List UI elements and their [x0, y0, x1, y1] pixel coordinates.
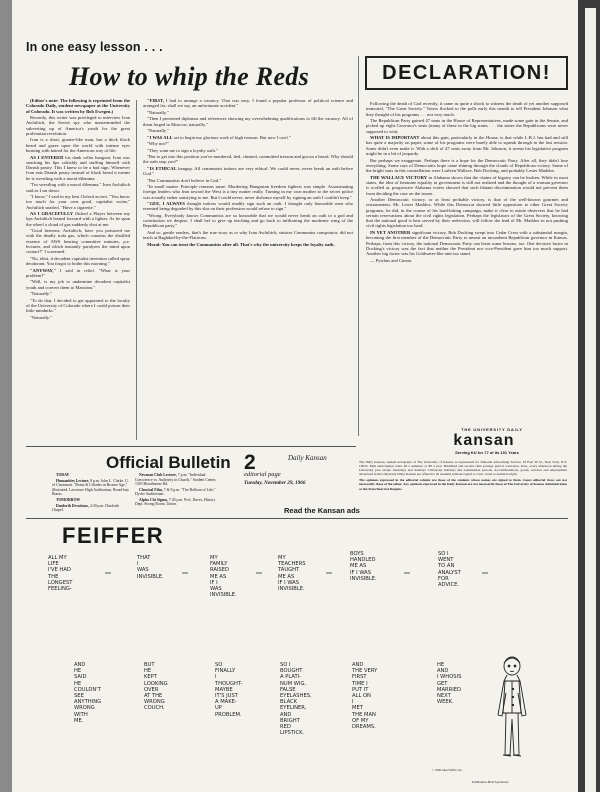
declaration-box: [365, 56, 568, 90]
paragraph-lead: (Editor's note: The following is reprinted from the Colorado Daily, student newspaper at the University of Colorado. It was written by Bob Ewegen.): [26, 98, 130, 114]
paragraph-lead: "IS ETHICAL: [147, 165, 177, 171]
paragraph-text: hangup. All communist traitors are very ethical. We could never, never break an oath before God.": [143, 165, 353, 177]
paragraph-text: "But Communists don't believe in God.": [147, 177, 222, 183]
paragraph-lead: AS I ENTERED: [30, 154, 64, 160]
bulletin-column-1: [52, 473, 130, 514]
paragraph: [26, 98, 130, 114]
paragraph: [26, 279, 130, 290]
woman-figure-icon: [492, 655, 558, 775]
masthead-kansan: kansan: [453, 432, 515, 449]
paragraph: [143, 116, 353, 127]
paragraph: [26, 115, 130, 136]
paragraph: [366, 135, 568, 156]
paragraph-text: thought traitors would readily sign such an oath. I thought only honorable men who resented being degraded by this slur on their profession would refuse to sign.": [143, 201, 354, 212]
paragraph-text: Following the death of God recently, it came as quite a shock to witness the death of yet another supposed immortal, "The Great Society." Voters flocked to the polls early this month to tell President Johnson what they thought of his programs . . . not very much.: [366, 101, 568, 117]
comic-panel-5: BOYS HANDLED ME AS IF I WAS INVISIBLE.: [350, 551, 377, 582]
paragraph-text: 7 p.m. "Individual Conscience vs. Authority in Church," Student Center, 1303 Hearthstone Rd.: [135, 473, 217, 486]
paragraph-lead: Alpha Chi Sigma,: [139, 497, 168, 502]
feiffer-title: FEIFFER: [62, 523, 165, 548]
paragraph-text: But perhaps we exaggerate. Perhaps there is a hope for the Democratic Party. After all, they didn't lose everything. Some rays of Democratic hope came shining through the clouds of Republican victory. Some of the bright stars in this constellation were Lurleen Wallace, Bob Docking, and probably Lester Maddox.: [366, 157, 568, 174]
paragraph-text: Recently, this writer was privileged to interview Ivan Awfulitch, the Soviet spy who masterminded the subverting up of America's youth for the great proletarian revolution.: [26, 115, 130, 136]
paragraph-text: flicked a Player between my lips Awfulitch leaned forward with a lighter. As he spun the wheel a cloud of gas suddenly shot at me.: [26, 211, 130, 227]
paragraph-text: "Then I presented diplomas and references showing my overwhelming qualifications to fill the vacancy. All of them forged in Moscow, naturally.": [143, 116, 353, 127]
paragraph-text: his dank cellar hangout, Ivan was snacking his lips caftishly and stuffing himself with Danish pastry. This I knew to be a bad sign. Whenever Ivan eats Danish pastry instead of black bread it means he is wrestling with a moral dilemma.: [26, 154, 130, 181]
masthead-small: THE UNIVERSITY DAILY: [461, 427, 523, 432]
paragraph: [52, 473, 130, 478]
paragraph: [52, 498, 130, 503]
paragraph: [143, 230, 353, 241]
comic-panel-12: HE AND I WHOSIS GET MARRIED NEXT WEEK.: [437, 662, 462, 706]
paragraph-text: set to begin my glorious work of high treason. But now I can't.": [172, 134, 291, 140]
paragraph-lead: Moral: You can trust the Communists after all. That's why the university keeps the loyalty oath.: [147, 241, 335, 247]
paragraph: [366, 197, 568, 229]
comic-credit: Publishers-Hall Syndicate: [472, 780, 509, 784]
comic-panel-7: AND HE SAID HE COULDN'T SEE ANYTHING WRONG WITH ME.: [74, 662, 102, 724]
paragraph-text: "Wrong. Everybody knows Communists are so honorable that we would never break an oath to a god and constitution we despise. I shall hef to give up teaching and go back to infiltrating the moderate wing of the Republican party.": [143, 212, 353, 229]
paragraph-text: "No, idiot, it decadent capitalist invention called spray deodorant. You forgot to bothe this morning.": [26, 255, 130, 267]
masthead-info-text: The Daily Kansan, student newspaper of The University of Kansas, is represented for National Advertising Service, 18 East 50 St., New York, N.Y. 10022. Mail subscription rates: $4 a semester or $8 a year. Published and second class postage paid at Lawrence, Kan., every afternoon during the University year except Saturdays and Sundays. University holidays and examination periods. Accommodations, goods, services and employment advertised in the University Daily Kansan are offered to all students without regard to color, creed or national origin.: [359, 460, 567, 477]
paragraph-text: "Why not?": [147, 141, 169, 147]
paragraph-text: "I'm wrestling with a moral dilemma," Ivan Awfulitch said as I sat down.: [26, 182, 130, 193]
editorial-page-label: editorial page: [244, 471, 281, 478]
paragraph: [135, 498, 217, 507]
paragraph-text: 7 & 9 p.m. "The Balloon of Life," Dyche Auditorium.: [135, 487, 216, 497]
comic-panel-1: ALL MY LIFE I'VE HAD THE LONGEST FEELING-: [48, 555, 73, 593]
section-rule: [26, 446, 356, 447]
paragraph-lead: "ANYWAY,": [30, 267, 57, 273]
paragraph-lead: Newman Club Lecture,: [139, 473, 177, 477]
paragraph: [143, 242, 353, 247]
paragraph-text: The Republican Party gained 47 seats in the House of Representatives, made some gain in the Senate, and picked up eight Governor's seats (many of these in the big states . . . the states the Republicans were never supposed to win).: [366, 118, 568, 134]
paragraph: [143, 148, 353, 153]
comic-panel-6: SO I WENT TO AN ANALYST FOR ADVICE.: [438, 551, 461, 589]
masthead-opinion-note: The opinions expressed in the editorial column are those of the students whose names are signed to them. Guest editorial views are not necessarily those of the editor. Any opinions expressed in the Daily Kansan are not necessarily those of The University of Kansas Administration or the State Board of Regents.: [359, 478, 567, 491]
paragraph: [52, 504, 130, 513]
paragraph: [26, 137, 130, 153]
paragraph: [366, 158, 568, 174]
column-rule: [358, 56, 359, 436]
paragraph: [366, 230, 568, 256]
paragraph-lead: "I WAS ALL: [147, 134, 173, 140]
paragraph-text: "Good heavens, Awfulitch, have you poisoned me with the deadly trafa gas, which contains the distilled essence of AWS hearing committee minutes, p.e. lectures, and which instantly paralyzes the mind upon contact?" I screamed.: [26, 228, 130, 255]
paragraph: [143, 213, 353, 229]
paragraph-text: I had to arrange a vacancy. That was easy. I found a popular professor of political science and arranged for, shall we say, an unfortunate accident.": [143, 98, 353, 109]
paragraph-text: 7:30 p.m. Prof. Daves, History Dept. Strong Room, Union.: [135, 497, 216, 507]
masthead-info: [359, 460, 567, 492]
adjacent-page-edge: [578, 0, 600, 792]
paragraph-lead: "GEE, I ALWAYS: [147, 201, 185, 207]
paragraph: [143, 166, 353, 177]
paragraph-lead: WHAT IS IMPORTANT: [370, 135, 420, 141]
paragraph-text: "I know," I said in my best Oxford accent. "You know too much for your own good, capitalist swine," Awfulitch snarled. "Have a cigarette.": [26, 193, 130, 210]
paragraph: [143, 110, 353, 115]
article-column-1: [26, 98, 130, 321]
paragraph: [26, 182, 130, 193]
comic-panel-4: MY TEACHERS TAUGHT ME AS IF I WAS INVISIBLE.: [278, 555, 306, 593]
paragraph-text: significant victory, Bob Docking swept into Cedar Crest with a substantial margin, becoming the first member of the Democratic Party to unseat an incumbent Republican governor in Kansas. Perhaps, from this victory, the national Democratic Party can learn some lessons, too. One decisive factor in Docking's victory was the fact that neither the President nor vice-President gave him too much support. Another big factor was his Goldwater-like anti-tax stand.: [366, 229, 568, 257]
paragraph-text: "They want me to sign a loyalty oath.": [147, 147, 218, 153]
paragraph-text: Ivan is a short, gnome-like man, has a thick black beard and gazes upon the world with intense eyes burning with hatred for the American way of life.: [26, 137, 130, 154]
paragraph-lead: Humanities Lecture,: [56, 478, 90, 483]
paragraph-text: about this gain, particularly in the House, is that while L.B.J. has had and still has quite a majority on paper, some of his programs were barely able to squeak through in the last session. Some didn't even make it. With a shift of 47 seats away from Mr. Johnson, it seems his legislative program might be in a bit of jeopardy.: [366, 135, 569, 157]
article-headline: How to whip the Reds: [68, 62, 310, 91]
paragraph-text: 8 p.m. John L. Clarke, U. of Cincinnati. "Rome & Cifiades in Bronze Age," illustrated. Lawrence High Auditorium, Broad-bay Bonas.: [52, 478, 129, 497]
paragraph-text: "Naturally.": [30, 291, 52, 297]
comic-panel-2: THAT I WAS INVISIBLE.: [137, 555, 164, 580]
paragraph: [143, 135, 353, 140]
paragraph: [26, 298, 130, 314]
paragraph-text: "Well, is my job to undermine decadent capitalist youth and convert them to Marxism.": [26, 279, 130, 290]
editorial-date: Tuesday, November 29, 1966: [244, 480, 306, 486]
paragraph-text: — Pyrrhus and Cineas: [370, 257, 412, 263]
bulletin-column-2: [135, 473, 217, 508]
comic-panel-9: SO FINALLY I THOUGHT- MAYBE IT'S JUST A MAKE- UP PROBLEM.: [215, 662, 243, 718]
column-rule: [136, 100, 137, 440]
paragraph-text: And so, gentle readers, that's the true story as to why Ivan Awfulitch, sinister Communist conspirator, did not teach at Baghdad-by-the-Flatirons.: [143, 229, 353, 241]
paragraph: [26, 228, 130, 254]
paragraph: [26, 211, 130, 227]
paragraph-lead: TOMORROW: [56, 497, 81, 502]
comic-top-rule: [26, 518, 568, 519]
paragraph: [26, 268, 130, 279]
paragraph: [143, 98, 353, 109]
article-kicker: In one easy lesson . . .: [26, 40, 163, 54]
paragraph: [143, 201, 353, 212]
paragraph-lead: "FIRST,: [147, 98, 164, 103]
comic-panel-8: BUT HE KEPT LOOKING OVER AT THE WRONG COUCH.: [144, 662, 168, 712]
declaration-title: DECLARATION!: [382, 62, 551, 84]
paragraph: [366, 118, 568, 134]
paragraph-text: "Naturally.": [147, 109, 169, 115]
editorial-paper-name: Daily Kansan: [288, 454, 327, 462]
paragraph: [143, 141, 353, 146]
comic-copyright: © 1966 Jules Feiffer, Inc.: [432, 768, 463, 772]
paragraph: [26, 155, 130, 181]
paragraph: [26, 256, 130, 267]
newspaper-page: [12, 0, 578, 792]
paragraph-lead: TODAY: [56, 473, 70, 477]
paragraph: [366, 175, 568, 196]
paragraph-text: in Alabama shows that the chains of bigotry can be broken. While in most states, the idea of feminine equality in government is still not realized and the thought of a woman governor is scoffed at, progressive Alabama voters showed that such blatant discrimination would not prevent them from deciding the case on the issues.: [366, 174, 569, 196]
paragraph-text: "In small matter. Principle remains same. Murdering Hungarian freedom fighters was simple. Assassinating foreign leaders who lean toward the West is a tiny matter really. Turning in my own mother to the secret police was actually rather satisfying to me. But I could never, never dishonor myself by signing an oath I couldn't keep.": [143, 184, 353, 200]
paragraph-text: "To do that, I decided to get appointed to the faculty of the University of Colorado where I could poison their little mindniks.": [26, 297, 130, 314]
paragraph-text: 4:30 p.m. Danforth Chapel.: [52, 503, 119, 513]
paragraph-lead: Classical Film,: [139, 487, 163, 492]
paragraph: [135, 488, 217, 497]
paragraph-lead: Danforth Devotions,: [56, 503, 89, 508]
paragraph: [143, 178, 353, 183]
paragraph: [52, 479, 130, 497]
paragraph: [143, 128, 353, 133]
comic-row1-marks: [12, 540, 578, 640]
paragraph: [26, 315, 130, 320]
paragraph: [26, 194, 130, 210]
masthead-tagline: Serving KU for 77 of its 101 Years: [455, 450, 519, 455]
paragraph: [366, 258, 568, 263]
bulletin-title: Official Bulletin: [106, 453, 231, 472]
paragraph-text: "But to get into this position you've murdered, lied, cheated, committed treason and grown a beard. Why should the oath stop you?": [143, 153, 353, 165]
paragraph-lead: IN YET ANOTHER: [370, 229, 411, 235]
paragraph-text: "Naturally.": [30, 314, 52, 320]
paragraph-text: "Naturally.": [147, 128, 169, 134]
paragraph-lead: THE WALLACE VICTORY: [370, 174, 428, 180]
read-ads-line: Read the Kansan ads: [284, 506, 360, 515]
paragraph: [26, 291, 130, 296]
declaration-column: [366, 101, 568, 264]
paragraph-text: Another Democratic victory, or at least probable victory, is that of the well-known gourmet and restauranteur, Mr. Lester Maddox. While this Democrat showed little opposition to other Great Society programs, he did, in the course of his hard-hitting campaign, make it clear to astute observers that he had certain reservations about the civil rights legislation. Perhaps the legislators of the Great Society, knowing that the national good is best served by their reelection, will follow the lead of Mr. Maddox in not pushing civil rights legislation too hard.: [366, 196, 568, 229]
paragraph: [143, 184, 353, 200]
editorial-page-number: 2: [244, 451, 256, 474]
paragraph: [366, 101, 568, 117]
paragraph: [143, 154, 353, 165]
article-column-2: [143, 98, 353, 248]
comic-panel-3: MY FAMILY RAISED ME AS IF I WAS INVISIBLE.: [210, 555, 237, 599]
paragraph: [135, 473, 217, 487]
paragraph-lead: AS I GRACEFULLY: [30, 211, 74, 217]
comic-panel-11: AND THE VERY FIRST TIME I PUT IT ALL ON I MET THE MAN OF MY DREAMS.: [352, 662, 378, 731]
comic-panel-10: SO I BOUGHT A PLATI- NUM WIG, FALSE EYELASHES, BLACK EYELINER, AND BRIGHT RED LIPSTICK.: [280, 662, 312, 737]
paragraph-text: I said in relief, "What is your problem?": [26, 267, 130, 278]
